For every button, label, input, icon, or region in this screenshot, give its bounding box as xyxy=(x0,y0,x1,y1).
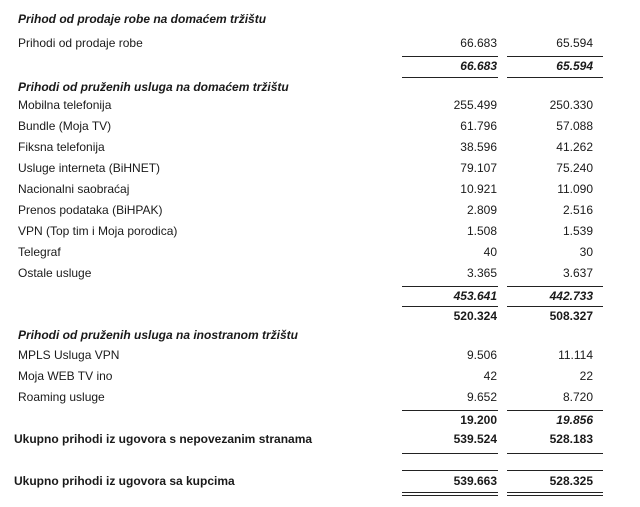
table-row xyxy=(0,266,640,284)
value-prior: 57.088 xyxy=(556,119,593,133)
divider xyxy=(507,306,603,307)
divider xyxy=(402,470,498,471)
divider xyxy=(507,492,603,493)
table-row xyxy=(0,98,640,116)
total-customers-current: 539.663 xyxy=(453,474,497,488)
row-label: Ostale usluge xyxy=(18,266,92,280)
row-label: Mobilna telefonija xyxy=(18,98,112,112)
table-row xyxy=(0,390,640,408)
section-header-domestic xyxy=(0,80,640,98)
total-unrelated-prior: 528.183 xyxy=(549,432,593,446)
row-label: Telegraf xyxy=(18,245,61,259)
divider xyxy=(507,495,603,496)
row-label: Roaming usluge xyxy=(18,390,105,404)
divider xyxy=(507,453,603,454)
value-current: 40 xyxy=(483,245,497,259)
row-label: Prihodi od prodaje robe xyxy=(18,36,143,50)
value-current: 61.796 xyxy=(460,119,497,133)
total-domestic-prior: 508.327 xyxy=(549,309,593,323)
total-customers-prior: 528.325 xyxy=(549,474,593,488)
value-current: 79.107 xyxy=(460,161,497,175)
divider xyxy=(402,410,498,411)
value-current: 42 xyxy=(483,369,497,383)
total-customers-label: Ukupno prihodi iz ugovora sa kupcima xyxy=(14,474,235,488)
table-row xyxy=(0,119,640,137)
total-domestic-row xyxy=(0,309,640,327)
value-current: 10.921 xyxy=(460,182,497,196)
divider xyxy=(507,77,603,78)
section-header-goods xyxy=(0,12,640,30)
total-customers-row xyxy=(0,474,640,492)
divider xyxy=(402,306,498,307)
table-row xyxy=(0,182,640,200)
subtotal-current: 66.683 xyxy=(460,59,497,73)
divider xyxy=(402,492,498,493)
total-domestic-current: 520.324 xyxy=(453,309,497,323)
subtotal-row xyxy=(0,59,640,77)
divider xyxy=(402,453,498,454)
row-label: Nacionalni saobraćaj xyxy=(18,182,130,196)
total-unrelated-row xyxy=(0,432,640,450)
value-current: 9.506 xyxy=(466,348,497,362)
value-prior: 75.240 xyxy=(556,161,593,175)
divider xyxy=(402,286,498,287)
table-row xyxy=(0,369,640,387)
subtotal-current: 453.641 xyxy=(453,289,497,303)
row-label: MPLS Usluga VPN xyxy=(18,348,120,362)
row-label: Usluge interneta (BiHNET) xyxy=(18,161,161,175)
value-current: 9.652 xyxy=(466,390,497,404)
subtotal-row xyxy=(0,289,640,307)
divider xyxy=(507,410,603,411)
divider xyxy=(402,495,498,496)
value-prior: 11.090 xyxy=(557,182,593,196)
row-label: Prenos podataka (BiHPAK) xyxy=(18,203,163,217)
subtotal-prior: 442.733 xyxy=(549,289,593,303)
value-current: 255.499 xyxy=(453,98,497,112)
value-prior: 3.637 xyxy=(562,266,593,280)
value-current: 1.508 xyxy=(466,224,497,238)
value-current: 2.809 xyxy=(466,203,497,217)
table-row xyxy=(0,161,640,179)
subtotal-current: 19.200 xyxy=(460,413,497,427)
section-title: Prihod od prodaje robe na domaćem tržištu xyxy=(18,12,267,26)
value-prior: 41.262 xyxy=(556,140,593,154)
value-prior: 8.720 xyxy=(562,390,593,404)
value-prior: 2.516 xyxy=(562,203,593,217)
divider xyxy=(507,470,603,471)
section-title: Prihodi od pruženih usluga na domaćem tržištu xyxy=(18,80,289,94)
row-label: Moja WEB TV ino xyxy=(18,369,113,383)
value-current: 66.683 xyxy=(460,36,497,50)
table-row xyxy=(0,224,640,242)
value-prior: 1.539 xyxy=(562,224,593,238)
table-row xyxy=(0,36,640,54)
table-row xyxy=(0,140,640,158)
section-header-foreign xyxy=(0,328,640,346)
section-title: Prihodi od pruženih usluga na inostranom tržištu xyxy=(18,328,299,342)
value-current: 38.596 xyxy=(460,140,497,154)
table-row xyxy=(0,245,640,263)
divider xyxy=(507,56,603,57)
value-prior: 22 xyxy=(579,369,593,383)
total-unrelated-current: 539.524 xyxy=(453,432,497,446)
value-prior: 11.114 xyxy=(558,348,593,362)
row-label: Bundle (Moja TV) xyxy=(18,119,112,133)
subtotal-row xyxy=(0,413,640,431)
total-unrelated-label: Ukupno prihodi iz ugovora s nepovezanim stranama xyxy=(14,432,313,446)
subtotal-prior: 19.856 xyxy=(556,413,593,427)
value-current: 3.365 xyxy=(466,266,497,280)
value-prior: 65.594 xyxy=(556,36,593,50)
divider xyxy=(507,286,603,287)
divider xyxy=(402,77,498,78)
subtotal-prior: 65.594 xyxy=(556,59,593,73)
row-label: VPN (Top tim i Moja porodica) xyxy=(18,224,178,238)
table-row xyxy=(0,348,640,366)
row-label: Fiksna telefonija xyxy=(18,140,105,154)
value-prior: 30 xyxy=(579,245,593,259)
table-row xyxy=(0,203,640,221)
divider xyxy=(402,56,498,57)
value-prior: 250.330 xyxy=(549,98,593,112)
